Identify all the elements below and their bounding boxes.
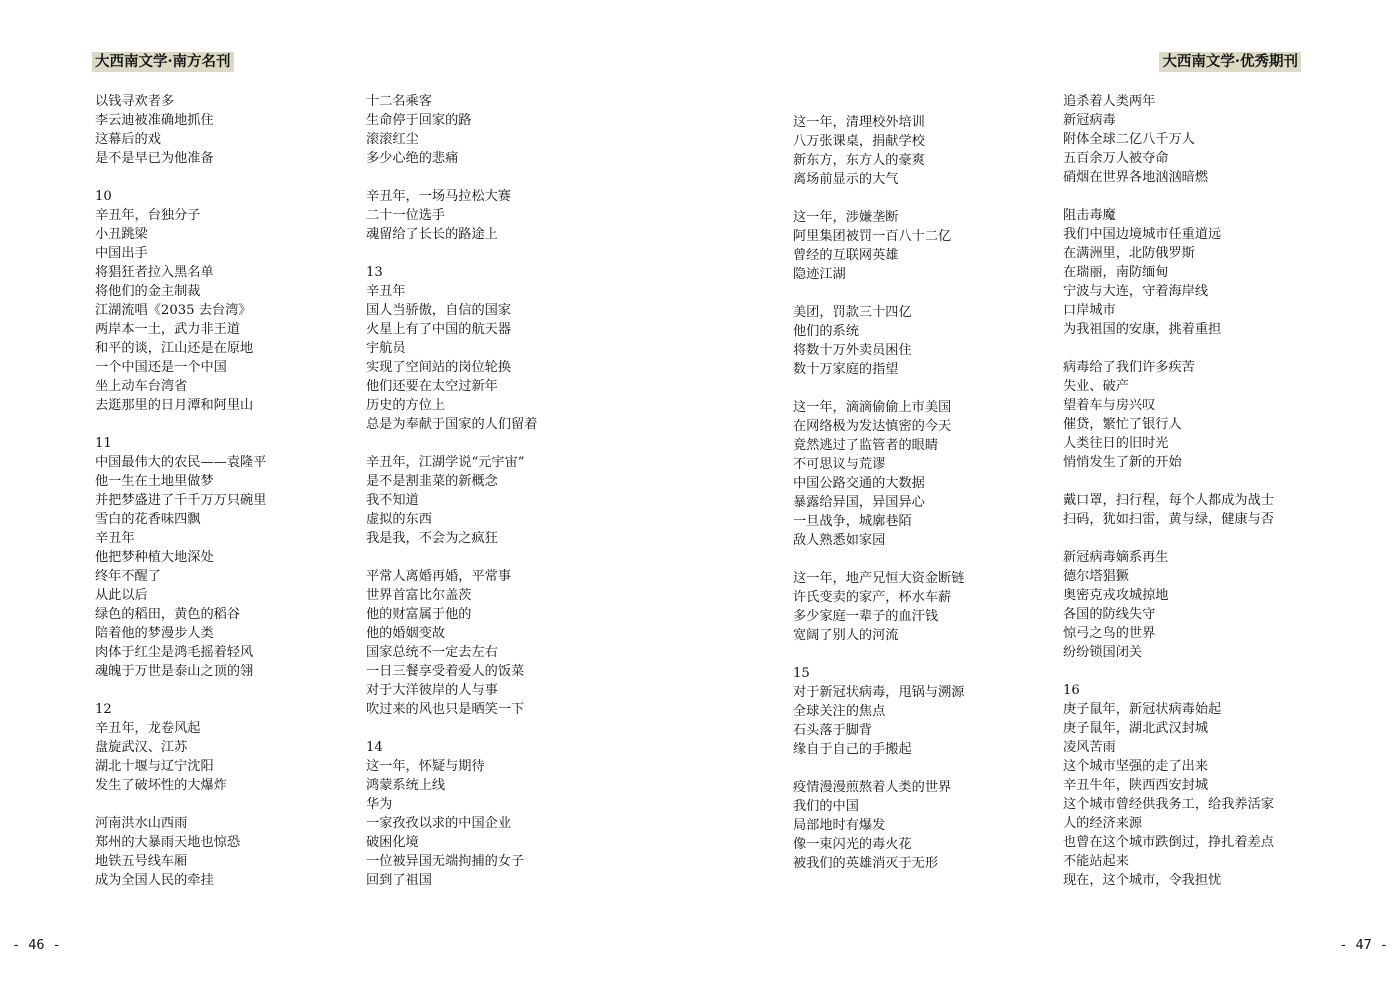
poem-line: 盘旋武汉、江苏 (95, 740, 188, 755)
poem-line: 12 (95, 702, 112, 717)
stanza (95, 814, 365, 890)
text-column-1 (95, 92, 365, 909)
stanza (793, 208, 1063, 284)
poem-line: 宇航员 (366, 341, 406, 356)
poem-line: 奥密克戎攻城掠地 (1063, 588, 1169, 603)
poem-line: 宁波与大连，守着海岸线 (1063, 284, 1209, 299)
text-column-4 (1063, 92, 1353, 909)
poem-line: 16 (1063, 683, 1080, 698)
poem-line: 追杀着人类两年 (1063, 94, 1156, 109)
poem-line: 对于新冠状病毒，甩锅与溯源 (793, 685, 965, 700)
poem-line: 我们的中国 (793, 799, 859, 814)
poem-line: 华为 (366, 797, 393, 812)
poem-line: 魂留给了长长的路途上 (366, 227, 498, 242)
poem-line: 惊弓之鸟的世界 (1063, 626, 1156, 641)
poem-line: 吹过来的风也只是晒笑一下 (366, 702, 525, 717)
stanza (95, 92, 365, 168)
poem-line: 辛丑牛年，陕西西安封城 (1063, 778, 1209, 793)
poem-line: 局部地时有爆发 (793, 818, 886, 833)
poem-line: 将猖狂者拉入黑名单 (95, 265, 214, 280)
poem-line: 这一年，涉嫌垄断 (793, 210, 899, 225)
poem-line: 这个城市曾经供我务工，给我养活家 (1063, 797, 1274, 812)
poem-line: 坐上动车台湾省 (95, 379, 188, 394)
poem-line: 发生了破坏性的大爆炸 (95, 778, 227, 793)
poem-line: 他们还要在太空过新年 (366, 379, 498, 394)
poem-line: 许氏变卖的家产，杯水车薪 (793, 590, 952, 605)
poem-line: 二十一位选手 (366, 208, 446, 223)
poem-line: 多少家庭一辈子的血汗钱 (793, 609, 939, 624)
poem-line: 像一束闪光的毒火花 (793, 837, 912, 852)
poem-line: 辛丑年 (366, 284, 406, 299)
poem-line: 数十万家庭的指望 (793, 362, 899, 377)
poem-line: 现在，这个城市，令我担忧 (1063, 873, 1222, 888)
poem-line: 回到了祖国 (366, 873, 432, 888)
stanza (95, 700, 365, 795)
poem-line: 美团，罚款三十四亿 (793, 305, 912, 320)
stanza (366, 187, 636, 244)
poem-line: 一日三餐享受着爱人的饭菜 (366, 664, 525, 679)
poem-line: 附体全球二亿八千万人 (1063, 132, 1195, 147)
poem-line: 鸿蒙系统上线 (366, 778, 446, 793)
poem-line: 被我们的英雄消灭于无形 (793, 856, 939, 871)
poem-line: 人类往日的旧时光 (1063, 436, 1169, 451)
poem-line: 我是我，不会为之疯狂 (366, 531, 498, 546)
poem-line: 11 (95, 436, 112, 451)
poem-line: 一旦战争，城廓巷陌 (793, 514, 912, 529)
poem-line: 虚拟的东西 (366, 512, 432, 527)
poem-line: 河南洪水山西雨 (95, 816, 188, 831)
poem-line: 将数十万外卖员困住 (793, 343, 912, 358)
poem-line: 辛丑年 (95, 531, 135, 546)
poem-line: 他一生在土地里做梦 (95, 474, 214, 489)
poem-line: 一个中国还是一个中国 (95, 360, 227, 375)
poem-line: 病毒给了我们许多疾苦 (1063, 360, 1195, 375)
poem-line: 和平的谈，江山还是在原地 (95, 341, 254, 356)
poem-line: 在满洲里，北防俄罗斯 (1063, 246, 1195, 261)
stanza (793, 664, 1063, 759)
stanza (95, 187, 365, 415)
poem-line: 15 (793, 666, 810, 681)
poem-line: 破困化境 (366, 835, 419, 850)
poem-line: 缘自于自己的手搬起 (793, 742, 912, 757)
poem-line: 庚子鼠年，湖北武汉封城 (1063, 721, 1209, 736)
poem-line: 阻击毒魔 (1063, 208, 1116, 223)
poem-line: 从此以后 (95, 588, 148, 603)
poem-line: 肉体于红尘是鸿毛摇着轻风 (95, 645, 254, 660)
poem-line: 也曾在这个城市跌倒过，挣扎着差点 (1063, 835, 1274, 850)
poem-line: 去逛那里的日月潭和阿里山 (95, 398, 254, 413)
poem-line: 辛丑年，龙卷风起 (95, 721, 201, 736)
poem-line: 八万张课桌，捐献学校 (793, 134, 925, 149)
stanza (366, 92, 636, 168)
poem-line: 石头落于脚背 (793, 723, 873, 738)
poem-line: 凌风苦雨 (1063, 740, 1116, 755)
poem-line: 湖北十堰与辽宁沈阳 (95, 759, 214, 774)
poem-line: 曾经的互联网英雄 (793, 248, 899, 263)
poem-line: 辛丑年，一场马拉松大赛 (366, 189, 512, 204)
stanza (95, 434, 365, 681)
poem-line: 新东方，东方人的豪爽 (793, 153, 925, 168)
poem-line: 10 (95, 189, 112, 204)
poem-line: 是不是割韭菜的新概念 (366, 474, 498, 489)
poem-line: 我不知道 (366, 493, 419, 508)
poem-line: 不可思议与荒谬 (793, 457, 886, 472)
poem-line: 世界首富比尔盖茨 (366, 588, 472, 603)
poem-line: 辛丑年，江湖学说“元宇宙” (366, 455, 525, 470)
stanza (1063, 681, 1353, 890)
poem-line: 一位被异国无端拘捕的女子 (366, 854, 525, 869)
poem-line: 小丑跳梁 (95, 227, 148, 242)
poem-line: 失业、破产 (1063, 379, 1129, 394)
poem-line: 纷纷锁国闭关 (1063, 645, 1143, 660)
poem-line: 实现了空间站的岗位轮换 (366, 360, 512, 375)
poem-line: 这一年，地产兄恒大资金断链 (793, 571, 965, 586)
poem-line: 隐迹江湖 (793, 267, 846, 282)
poem-line: 不能站起来 (1063, 854, 1129, 869)
poem-line: 宽阔了别人的河流 (793, 628, 899, 643)
poem-line: 悄悄发生了新的开始 (1063, 455, 1182, 470)
poem-line: 国人当骄傲，自信的国家 (366, 303, 512, 318)
poem-line: 以钱寻欢者多 (95, 94, 175, 109)
stanza (366, 453, 636, 548)
poem-line: 暴露给异国，异国异心 (793, 495, 925, 510)
poem-line: 对于大洋彼岸的人与事 (366, 683, 498, 698)
poem-line: 两岸本一土，武力非王道 (95, 322, 241, 337)
poem-line: 他的婚姻变故 (366, 626, 446, 641)
stanza (1063, 92, 1353, 187)
poem-line: 雪白的花香味四飘 (95, 512, 201, 527)
poem-line: 新冠病毒嫡系再生 (1063, 550, 1169, 565)
stanza (793, 398, 1063, 550)
stanza (793, 569, 1063, 645)
poem-line: 辛丑年，台独分子 (95, 208, 201, 223)
poem-line: 将他们的金主制裁 (95, 284, 201, 299)
poem-line: 戴口罩，扫行程，每个人都成为战士 (1063, 493, 1274, 508)
stanza (1063, 548, 1353, 662)
poem-line: 他的财富属于他的 (366, 607, 472, 622)
poem-line: 一家孜孜以求的中国企业 (366, 816, 512, 831)
poem-line: 绿色的稻田，黄色的稻谷 (95, 607, 241, 622)
poem-line: 催贷，繁忙了银行人 (1063, 417, 1182, 432)
poem-line: 14 (366, 740, 383, 755)
poem-line: 口岸城市 (1063, 303, 1116, 318)
poem-line: 总是为奉献于国家的人们留着 (366, 417, 538, 432)
poem-line: 在网络极为发达慎密的今天 (793, 419, 952, 434)
poem-line: 终年不醒了 (95, 569, 161, 584)
poem-line: 硝烟在世界各地汹汹暗燃 (1063, 170, 1209, 185)
poem-line: 中国出手 (95, 246, 148, 261)
stanza (793, 303, 1063, 379)
stanza (366, 567, 636, 719)
stanza (1063, 491, 1353, 529)
poem-line: 江湖流唱《2035 去台湾》 (95, 303, 252, 318)
poem-line: 全球关注的焦点 (793, 704, 886, 719)
poem-line: 人的经济来源 (1063, 816, 1143, 831)
poem-line: 为我祖国的安康，挑着重担 (1063, 322, 1222, 337)
poem-line: 十二名乘客 (366, 94, 432, 109)
poem-line: 这一年，滴滴偷偷上市美国 (793, 400, 952, 415)
poem-line: 国家总统不一定去左右 (366, 645, 498, 660)
poem-line: 德尔塔猖獗 (1063, 569, 1129, 584)
poem-line: 李云迪被准确地抓住 (95, 113, 214, 128)
poem-line: 这幕后的戏 (95, 132, 161, 147)
poem-line: 郑州的大暴雨天地也惊恐 (95, 835, 241, 850)
stanza (793, 113, 1063, 189)
stanza (366, 263, 636, 434)
poem-line: 多少心绝的悲痛 (366, 151, 459, 166)
poem-line: 生命停于回家的路 (366, 113, 472, 128)
poem-line: 庚子鼠年，新冠状病毒始起 (1063, 702, 1222, 717)
poem-line: 成为全国人民的牵挂 (95, 873, 214, 888)
poem-line: 中国最伟大的农民——袁隆平 (95, 455, 267, 470)
poem-line: 在瑞丽，南防缅甸 (1063, 265, 1169, 280)
poem-line: 滚滚红尘 (366, 132, 419, 147)
poem-line: 扫码，犹如扫雷，黄与绿，健康与否 (1063, 512, 1274, 527)
poem-line: 13 (366, 265, 383, 280)
poem-line: 望着车与房兴叹 (1063, 398, 1156, 413)
poem-line: 中国公路交通的大数据 (793, 476, 925, 491)
poem-line: 地铁五号线车厢 (95, 854, 188, 869)
running-header-right: 大西南文学·优秀期刊 (1159, 52, 1301, 72)
poem-line: 各国的防线失守 (1063, 607, 1156, 622)
poem-line: 火星上有了中国的航天器 (366, 322, 512, 337)
poem-line: 疫情漫漫煎熬着人类的世界 (793, 780, 952, 795)
text-column-3 (793, 113, 1063, 892)
poem-line: 敌人熟悉如家园 (793, 533, 886, 548)
stanza (793, 778, 1063, 873)
poem-line: 是不是早已为他准备 (95, 151, 214, 166)
poem-line: 他们的系统 (793, 324, 859, 339)
stanza (1063, 206, 1353, 339)
poem-line: 陪着他的梦漫步人类 (95, 626, 214, 641)
stanza (1063, 358, 1353, 472)
poem-line: 竟然逃过了监管者的眼睛 (793, 438, 939, 453)
stanza (366, 738, 636, 890)
poem-line: 平常人离婚再婚，平常事 (366, 569, 512, 584)
text-column-2 (366, 92, 636, 909)
poem-line: 并把梦盛进了千千万万只碗里 (95, 493, 267, 508)
poem-line: 五百余万人被夺命 (1063, 151, 1169, 166)
running-header-left: 大西南文学·南方名刊 (92, 52, 234, 72)
poem-line: 阿里集团被罚一百八十二亿 (793, 229, 952, 244)
poem-line: 他把梦种植大地深处 (95, 550, 214, 565)
poem-line: 这一年，怀疑与期待 (366, 759, 485, 774)
poem-line: 离场前显示的大气 (793, 172, 899, 187)
page-number-left: - 46 - (12, 937, 61, 953)
page-number-right: - 47 - (1339, 937, 1388, 953)
poem-line: 这一年，清理校外培训 (793, 115, 925, 130)
poem-line: 魂魄于万世是泰山之顶的翎 (95, 664, 254, 679)
poem-line: 我们中国边境城市任重道远 (1063, 227, 1222, 242)
poem-line: 历史的方位上 (366, 398, 446, 413)
poem-line: 这个城市坚强的走了出来 (1063, 759, 1209, 774)
poem-line: 新冠病毒 (1063, 113, 1116, 128)
